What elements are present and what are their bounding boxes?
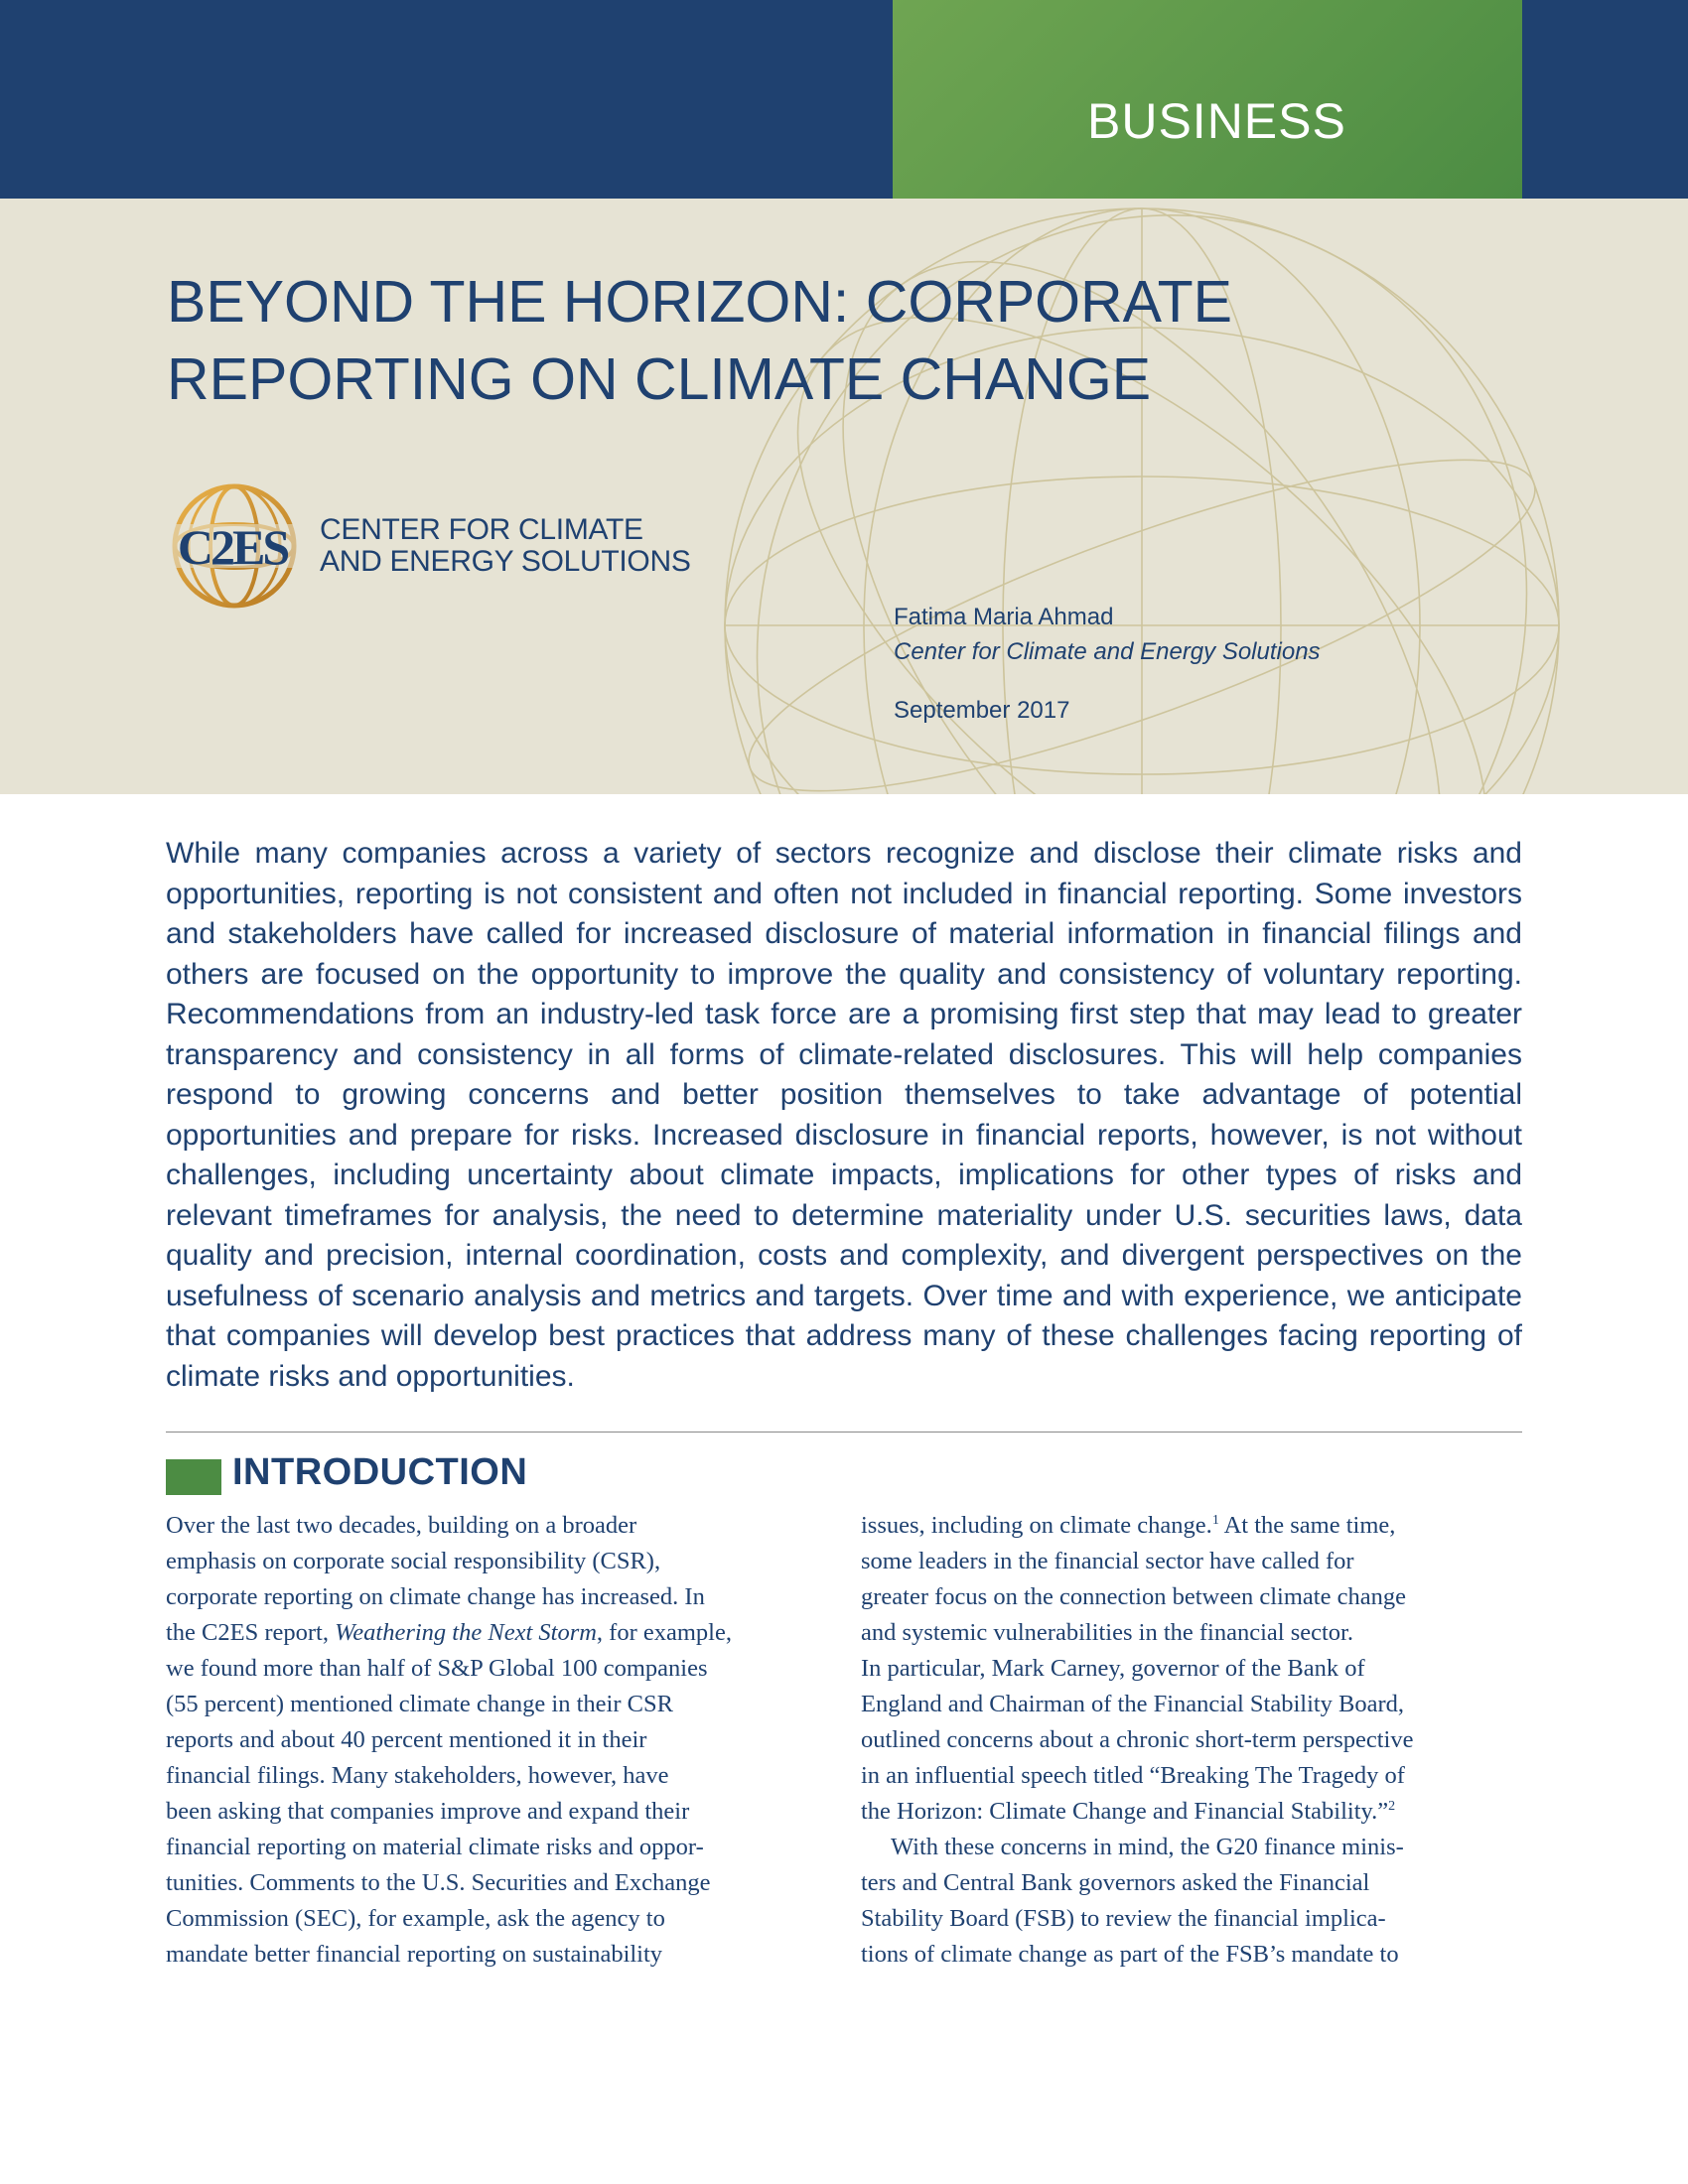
body-line: mandate better financial reporting on sustainability (166, 1941, 663, 1968)
body-line: Over the last two decades, building on a broader (166, 1512, 637, 1539)
body-text: , for example, (596, 1619, 732, 1646)
body-line: greater focus on the connection between climate change (861, 1583, 1406, 1610)
body-line: tions of climate change as part of the FSB’s mandate to (861, 1941, 1399, 1968)
organization-name (320, 514, 691, 578)
report-title-link: Weathering the Next Storm (335, 1619, 597, 1646)
author-name: Fatima Maria Ahmad (894, 604, 1114, 630)
title-line: REPORTING ON CLIMATE CHANGE (167, 346, 1152, 412)
logo-mark-text: C2ES (177, 519, 288, 575)
body-text: issues, including on climate change. (861, 1512, 1212, 1539)
organization-name-line: CENTER FOR CLIMATE (320, 513, 643, 546)
body-line: been asking that companies improve and expand their (166, 1798, 690, 1825)
category-label: BUSINESS (1087, 93, 1346, 149)
body-line: With these concerns in mind, the G20 finance minis- (891, 1834, 1404, 1860)
body-line: (55 percent) mentioned climate change in their CSR (166, 1691, 673, 1717)
body-line: Commission (SEC), for example, ask the agency to (166, 1905, 665, 1932)
organization-name-line: AND ENERGY SOLUTIONS (320, 545, 691, 578)
publication-date: September 2017 (894, 697, 1070, 724)
body-line (166, 1615, 811, 1651)
globe-logo-icon (163, 482, 302, 610)
document-title (167, 263, 1418, 418)
body-line: some leaders in the financial sector have called for (861, 1548, 1354, 1574)
section-heading: INTRODUCTION (232, 1451, 528, 1493)
body-line: reports and about 40 percent mentioned it in their (166, 1726, 647, 1753)
body-line: financial reporting on material climate risks and oppor- (166, 1834, 704, 1860)
body-line: tunities. Comments to the U.S. Securities and Exchange (166, 1869, 711, 1896)
body-text: At the same time, (1218, 1512, 1396, 1539)
intro-column-left (166, 1508, 811, 1973)
title-line: BEYOND THE HORIZON: CORPORATE (167, 269, 1233, 335)
body-line: Stability Board (FSB) to review the financial implica- (861, 1905, 1386, 1932)
body-line: we found more than half of S&P Global 100 companies (166, 1655, 708, 1682)
body-line (861, 1794, 1522, 1830)
section-marker (166, 1459, 221, 1495)
footnote-ref-2[interactable]: 2 (1388, 1799, 1396, 1814)
body-line: outlined concerns about a chronic short-term perspective (861, 1726, 1414, 1753)
body-line: corporate reporting on climate change has increased. In (166, 1583, 705, 1610)
body-line: in an influential speech titled “Breaking The Tragedy of (861, 1762, 1405, 1789)
body-line: ters and Central Bank governors asked the Financial (861, 1869, 1370, 1896)
body-line: financial filings. Many stakeholders, however, have (166, 1762, 669, 1789)
body-line: England and Chairman of the Financial Stability Board, (861, 1691, 1405, 1717)
body-line: and systemic vulnerabilities in the financial sector. (861, 1619, 1353, 1646)
body-line (861, 1508, 1522, 1544)
body-line: emphasis on corporate social responsibility (CSR), (166, 1548, 661, 1574)
section-divider (166, 1432, 1522, 1433)
author-affiliation: Center for Climate and Energy Solutions (894, 638, 1321, 665)
body-text: the Horizon: Climate Change and Financial Stability.” (861, 1798, 1389, 1825)
intro-column-right (861, 1508, 1522, 1973)
abstract-paragraph: While many companies across a variety of sectors recognize and disclose their climate risks and opportunities, reporting is not consistent and often not included in financial reporting. Some investors and stakeholders have called for increased disclosure of material information in financial filings and others are focused on the opportunity to improve the quality and consistency of voluntary reporting. Recommendations from an industry-led task force are a promising first step that may lead to greater transparency and consistency in all forms of climate-related disclosures. This will help companies respond to growing concerns and better position themselves to take advantage of potential opportunities and prepare for risks. Increased disclosure in financial reports, however, is not without challenges, including uncertainty about climate impacts, implications for other types of risks and relevant timeframes for analysis, the need to determine materiality under U.S. securities laws, data quality and precision, internal coordination, costs and complexity, and divergent perspectives on the usefulness of scenario analysis and metrics and targets. Over time and with experience, we anticipate that companies will develop best practices that address many of these challenges facing reporting of climate risks and opportunities. (166, 837, 1522, 1393)
body-text: the C2ES report, (166, 1619, 336, 1646)
footnote-ref-1[interactable]: 1 (1211, 1513, 1219, 1528)
body-line: In particular, Mark Carney, governor of the Bank of (861, 1655, 1365, 1682)
